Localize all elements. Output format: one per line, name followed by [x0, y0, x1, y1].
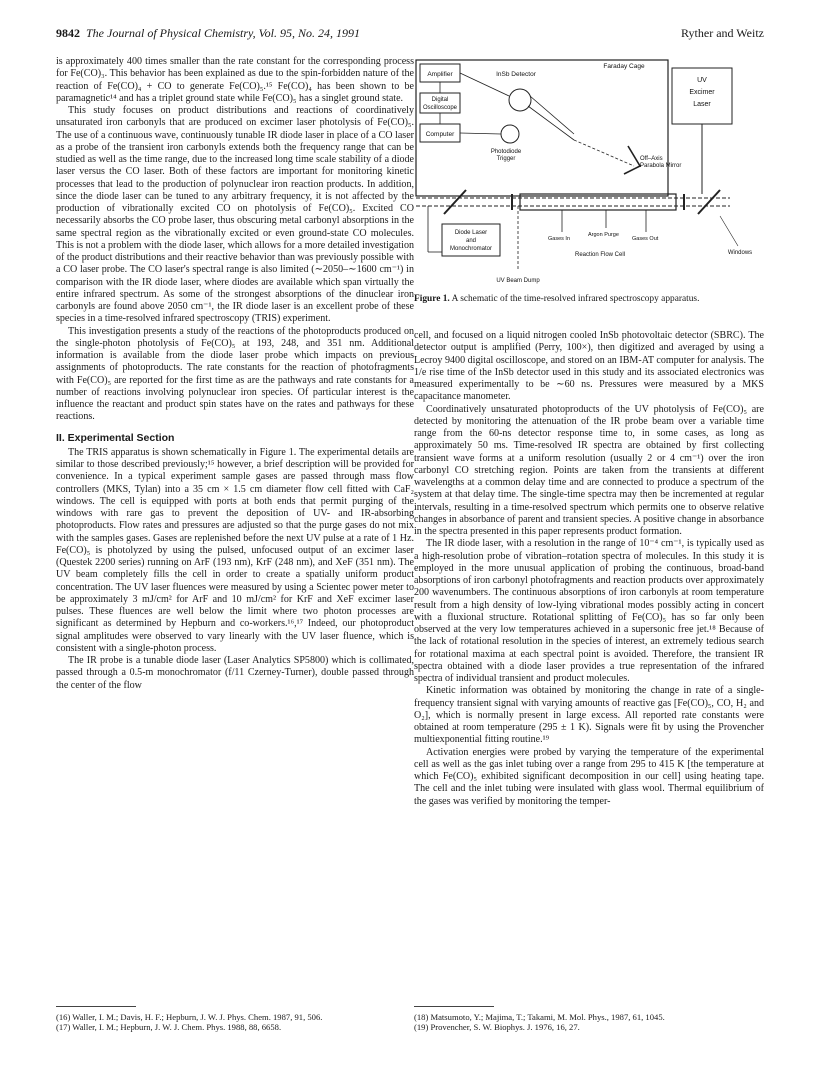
- steering-mirror: [698, 190, 720, 214]
- footnote: (16) Waller, I. M.; Davis, H. F.; Hepburn, J. W. J. Phys. Chem. 1987, 91, 506.: [56, 1012, 323, 1022]
- figure-caption-label: Figure 1.: [414, 294, 450, 304]
- windows-label: Windows: [727, 250, 753, 256]
- footnote-rule: [56, 1006, 136, 1007]
- digital-label: Digital: [431, 97, 449, 103]
- off-axis-label: Off–Axis: [640, 156, 663, 162]
- insb-detector-label: InSb Detector: [496, 71, 536, 78]
- paragraph: Coordinatively unsaturated photoproducts of the UV photolysis of Fe(CO)₅ are detected by monitoring the attenuation of the IR probe beam over a variable time range from the 60-ns detector response time to, in some cases, as long as approximately 50 ms. Time-resolved IR spectra are obtained by first collecting transient wave forms at a uniform resolution (usually 2 or 4 cm⁻¹) over the iron carbonyl CO stretching region. Points are taken from the transients at different wavelengths at a common delay time and are connected to produce a spectrum of the system at that delay time. The single-time spectra may then be incremented at regular intervals, resulting in a time-resolved spectrum which permits one to observe relative changes in absorbance of parent and transient species. A positive change in absorbance in the spectra presented in this paper represents product formation.: [414, 403, 764, 537]
- paragraph: The IR probe is a tunable diode laser (Laser Analytics SP5800) which is collimated, passed through a 0.5-m monochromator (f/11 Czerney-Turner), double passed through the center of the flow: [56, 655, 414, 691]
- running-head-left: [56, 26, 360, 41]
- running-head: [56, 26, 764, 42]
- trigger-beam: [574, 140, 634, 166]
- gases-out-label: Gases Out: [632, 236, 659, 242]
- page-number: 9842: [56, 26, 80, 40]
- monochromator-label: Monochromator: [449, 246, 493, 252]
- footnotes-right: [414, 1012, 764, 1033]
- paragraph: cell, and focused on a liquid nitrogen cooled InSb photovoltaic detector (SBRC). The detector output is amplified (Perry, 100×), then digitized and averaged by using a Lecroy 9400 digital oscilloscope, and stored on an IBM-AT computer for analysis. The 1/e rise time of the InSb detector used in this study and its associated electronics was measured experimentally to be ∼60 ns. Pressures were measured by a MKS capacitance manometer.: [414, 330, 764, 403]
- apparatus-schematic: [414, 56, 764, 288]
- diode-laser-label: Diode Laser: [454, 230, 488, 236]
- parabola-mirror-label: Parabola Mirror: [640, 163, 682, 169]
- paragraph: is approximately 400 times smaller than the rate constant for the corresponding process for Fe(CO)₃. This behavior has been explained as due to the spin-forbidden nature of the reaction of Fe(CO)₄ + CO to generate Fe(CO)₅.¹⁵ Fe(CO)₄ has been shown to be paramagnetic¹⁴ and has a triplet ground state while Fe(CO)₅ has a singlet ground state.: [56, 56, 414, 104]
- paragraph: The IR diode laser, with a resolution in the range of 10⁻⁴ cm⁻¹, is typically used as a high-resolution probe of vibration–rotation spectra of molecules. In this study it is employed in the more unusual application of probing the continuous, broad-band absorptions of iron carbonyl photofragments and reaction products over approximately 200 wavenumbers. The continuous absorptions of iron carbonyls at room temperature result from a high density of low-lying vibrational modes possibly acting in concert with a fluxional structure. Rotational splitting of Fe(CO)₅ has so far only been observed at the very low temperatures achieved in a supersonic free jet.¹⁸ Because of the lack of rotational resolution in the species of interest, an extremely tedious search for rotational maxima at each spectral point is avoided. Therefore, the transient IR spectra obtained with a diode laser provides a true representation of the infrared spectra of individual transient and product molecules.: [414, 538, 764, 684]
- right-column: [414, 330, 764, 808]
- excimer-label: Excimer: [689, 89, 715, 96]
- paragraph: This study focuses on product distributions and reactions of coordinatively unsaturated iron carbonyls that are produced on excimer laser photolysis of Fe(CO)₅. The use of a continuous wave, continuously tunable IR diode laser in place of a CO laser as a probe of the transient iron carbonyls extends both the frequency range that can be studied as well as the time range, due to the increased long time scale stability of a diode laser versus the CO laser. Both of these factors are important for monitoring kinetic processes that lead to the production of polynuclear iron reaction products. In addition, since the diode laser can be tuned to any arbitrary frequency, it is not affected by the production of vibrationally excited CO on photolysis of Fe(CO)₅. Excited CO necessarily absorbs the CO probe laser, thus obscuring metal carbonyl absorptions in the same spectral region as the vibrationally excited or even ground-state CO molecules. This is not a problem with the diode laser, which allows for a more detailed investigation of the product distributions and their reactive behavior than was previously possible with a CO laser probe. The CO laser's spectral range is also limited (∼2050–∼1600 cm⁻¹) in comparison with the IR diode laser, where diodes are available which span virtually the entire infrared spectrum. As some of the strongest absorptions of the dinuclear iron carbonyls are found above 2050 cm⁻¹, the IR diode laser is an excellent probe of these species in a time-resolved infrared spectroscopy (TRIS) experiment.: [56, 105, 414, 325]
- footnote: (17) Waller, I. M.; Hepburn, J. W. J. Chem. Phys. 1988, 88, 6658.: [56, 1022, 282, 1033]
- steering-mirror: [444, 190, 466, 214]
- insb-detector-circle: [509, 89, 531, 111]
- laser-label: Laser: [693, 101, 711, 108]
- paragraph: The TRIS apparatus is shown schematically in Figure 1. The experimental details are similar to those described previously;¹⁵ however, a brief description will be provided for convenience. In a typical experiment sample gases are passed through mass flow controllers (MKS, Tylan) into a 35 cm × 1.5 cm diameter flow cell fitted with CaF₂ windows. The cell is equipped with ports at both ends that permit purging of the windows with rare gas to prevent the deposition of UV- and IR-absorbing photoproducts. Flow rates and pressures are adjusted so that the purge gases do not mix with the samples gases. Gases are replenished before the next UV pulse at a rate of 1 Hz. Fe(CO)₅ is photolyzed by using the pulsed, unfocused output of an excimer laser (Questek 2200 series) running on ArF (193 nm), KrF (248 nm), and XeF (351 nm). The UV beam completely fills the cell in order to create a spatially uniform product concentration. The UV laser fluences were measured by using a Scientec power meter to be approximately 3 mJ/cm² for ArF and 10 mJ/cm² for KrF and XeF excimer laser pulses. These fluences are well below the limit where two photon processes are significant as determined by Hepburn and co-workers.¹⁶,¹⁷ Indeed, our photoproduct signal amplitudes were observed to vary linearly with the UV laser fluence, which is consistent with a single-photon process.: [56, 446, 414, 654]
- paragraph: This investigation presents a study of the reactions of the photoproducts produced on the single-photon photolysis of Fe(CO)₅ at 193, 248, and 351 nm. Additional information is available from the diode laser probe which impacts on previous assignments of photoproducts. The rate constants for the reaction of photofragments with Fe(CO)₅ are reported for the first time as are the pathways and rate constants for a number of reactions involving polynuclear iron species. Of particular interest is the influence the reactant and product spin states have on the rates and pathways for these reactions.: [56, 325, 414, 423]
- running-head-authors: Ryther and Weitz: [681, 26, 764, 40]
- oscilloscope-label: Oscilloscope: [422, 105, 458, 111]
- and-label: and: [465, 238, 477, 244]
- trigger-label: Trigger: [496, 156, 516, 162]
- paragraph: Kinetic information was obtained by monitoring the change in rate of a single-frequency transient signal with varying amounts of reactive gas [Fe(CO)₅, CO, H₂ and O₂], which is normally present in large excess. All reported rate constants were obtained at room temperature (295 ± 1 K). Signals were fit by using the Provencher multiexponential fitting routine.¹⁹: [414, 685, 764, 746]
- photodiode-label: Photodiode: [490, 149, 522, 155]
- computer-label: Computer: [425, 131, 455, 138]
- footnote-rule: [414, 1006, 494, 1007]
- gases-in-label: Gases In: [548, 236, 571, 242]
- figure-caption: [414, 294, 764, 306]
- footnote: (18) Matsumoto, Y.; Majima, T.; Takami, M. Mol. Phys., 1987, 61, 1045.: [414, 1012, 665, 1022]
- reaction-flow-cell-label: Reaction Flow Cell: [574, 252, 626, 258]
- figure-caption-text: A schematic of the time-resolved infrared spectroscopy apparatus.: [451, 294, 700, 304]
- footnote: (19) Provencher, S. W. Biophys. J. 1976, 16, 27.: [414, 1022, 580, 1033]
- journal-citation: The Journal of Physical Chemistry, Vol. 95, No. 24, 1991: [86, 26, 360, 40]
- figure-1-schematic: [414, 56, 764, 288]
- parabola-mirror: [624, 146, 640, 174]
- faraday-cage-label: Faraday Cage: [603, 63, 645, 70]
- amplifier-label: Amplifier: [427, 71, 453, 78]
- uv-label: UV: [697, 77, 707, 84]
- paragraph: Activation energies were probed by varying the temperature of the experimental cell as well as the gas inlet tubing over a range from 295 to 415 K [the temperature at which Fe(CO)₅ exhibited significant decomposition in our cell] using heating tape. The cell and the inlet tubing were insulated with glass wool. Thermal equilibrium of the gases was verified by monitoring the temper-: [414, 746, 764, 807]
- uv-beam-dump-label: UV Beam Dump: [496, 278, 540, 284]
- argon-purge-label: Argon Purge: [588, 232, 619, 238]
- photodiode-circle: [501, 125, 519, 143]
- windows-pointer: [720, 216, 738, 246]
- left-column: [56, 56, 414, 692]
- footnotes-left: [56, 1012, 414, 1033]
- detector-beam-cone: [528, 96, 574, 140]
- photodiode-wire: [460, 133, 501, 134]
- section-heading: II. Experimental Section: [56, 431, 175, 444]
